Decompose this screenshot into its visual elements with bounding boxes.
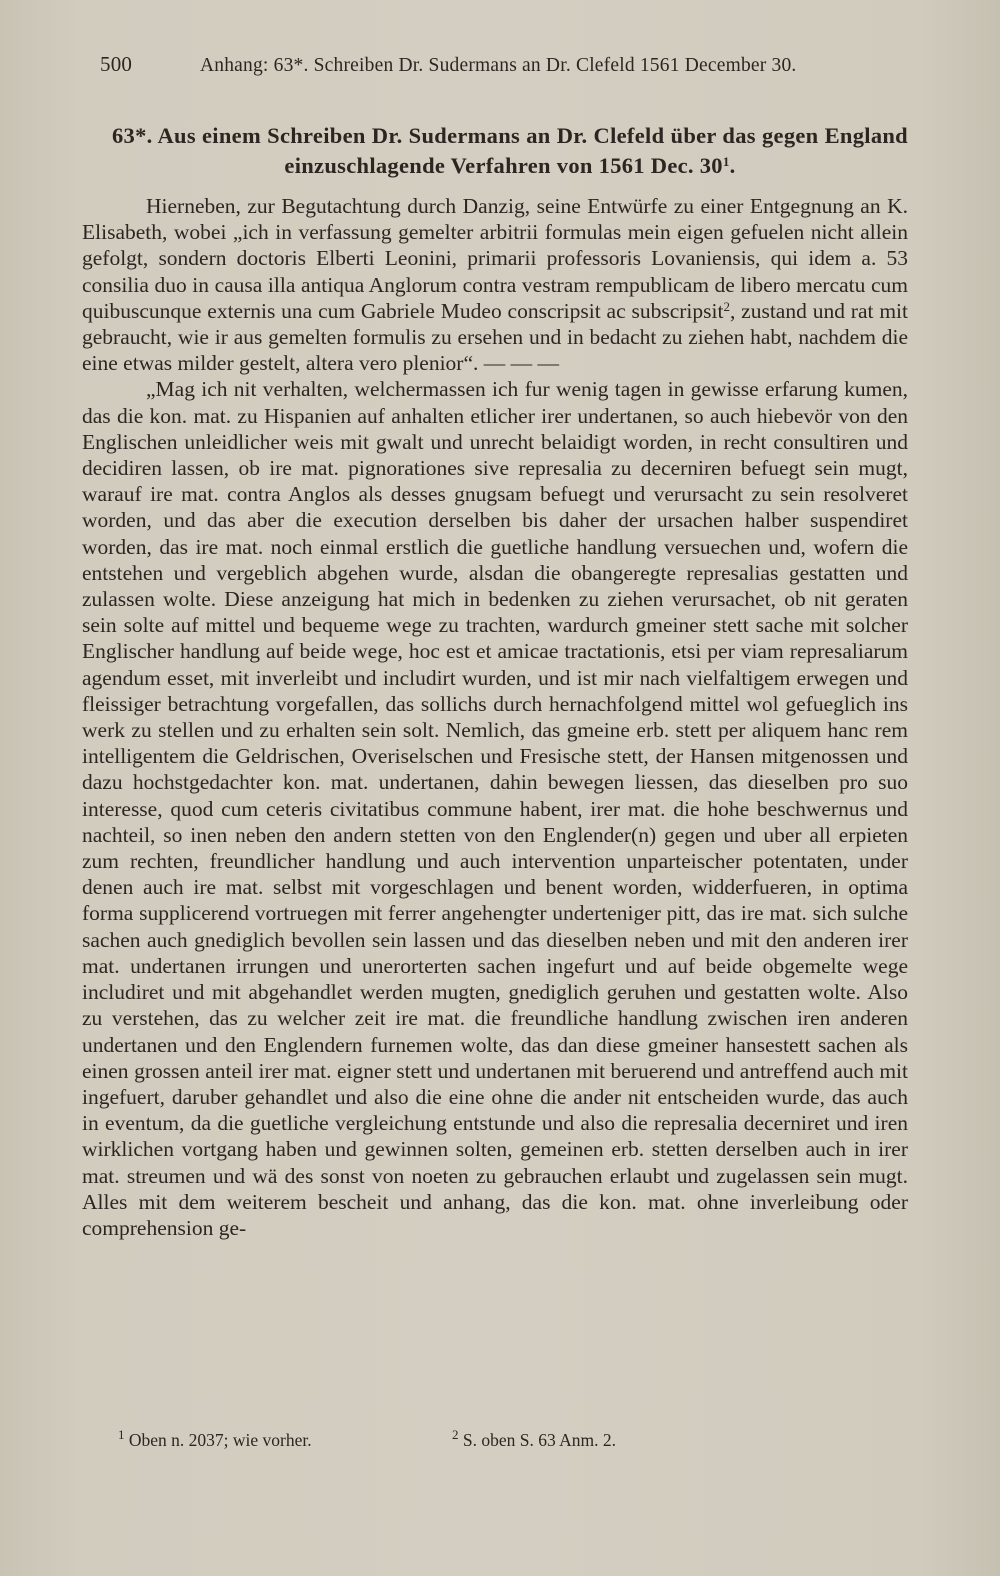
running-header (100, 52, 908, 77)
paragraph-summary-text: Hierneben, zur Begutachtung durch Danzig, seine Entwürfe zu einer Entgegnung an K. Elisabeth, wobei „ich in verfassung gemelter arbitrii formulas mein eigen gefuelen nicht allein gefolgt, sondern doctoris Elberti Leonini, primarii professoris Lovaniensis, qui idem a. 53 consilia duo in causa illa antiqua Anglorum contra vestram rempublicam de libero mercatu cum quibuscunque externis una cum Gabriele Mudeo conscripsit ac subscripsit (82, 194, 908, 323)
footnote-ref-1: 1 (722, 154, 730, 169)
footnote-2-number: 2 (452, 1427, 459, 1442)
paragraph-summary-text-cont: , zustand und rat mit gebraucht, wie ir aus gemelten formulis zu ersehen und in bedacht zu ziehen habt, nachdem die eine etwas milder gestelt, altera vero plenior“. — — — (82, 298, 908, 376)
page-number: 500 (100, 52, 133, 76)
footnote-2 (452, 1427, 617, 1451)
section-number: 63*. (112, 123, 153, 148)
footnote-ref-2: 2 (723, 298, 730, 314)
paragraph-summary (82, 193, 908, 376)
body-text (82, 193, 908, 1241)
footnotes (118, 1427, 617, 1451)
section-title-end: . (729, 153, 736, 178)
footnote-2-text: S. oben S. 63 Anm. 2. (462, 1430, 617, 1450)
footnote-1 (118, 1427, 452, 1451)
running-title: Anhang: 63*. Schreiben Dr. Sudermans an Dr. Clefeld 1561 December 30. (200, 55, 797, 76)
section-heading (112, 121, 908, 181)
section-title: Aus einem Schreiben Dr. Sudermans an Dr. Clefeld über das gegen England einzuschlagende Verfahren von 1561 Dec. 30 (157, 123, 908, 178)
footnote-1-number: 1 (118, 1427, 125, 1442)
footnote-1-text: Oben n. 2037; wie vorher. (128, 1430, 312, 1450)
paragraph-quotation: „Mag ich nit verhalten, welchermassen ich fur wenig tagen in gewisse erfarung kumen, das die kon. mat. zu Hispanien auf anhalten etlicher irer undertanen, so auch hiebevör von den Englischen unleidlicher weis mit gwalt und unrecht belaidigt worden, in recht consultiren und decidiren lassen, ob ire mat. pignorationes sive represalia zu decerniren befuegt sein mugt, warauf ire mat. contra Anglos als desses gnugsam befuegt und verursacht zu sein resolveret worden, und das aber die execution derselben bis daher der ursachen halber suspendiret worden, das ire mat. noch einmal erstlich die guetliche handlung versuechen und, wofern die entstehen und vergeblich abgehen wurde, alsdan die obangeregte represalias gestatten und zulassen wolte. Diese anzeigung hat mich in bedenken zu ziehen verursachet, ob nit geraten sein solte auf mittel und bequeme wege zu trachten, wardurch gmeiner stett sache mit solcher Englischer handlung auf beide wege, hoc est et amicae tractationis, etsi per viam represaliarum agendum esset, mit inverleibt und includirt wurden, und ist mir nach vielfaltigem erwegen und fleissiger betrachtung vorgefallen, das sollichs durch hernachfolgend mittel wol gefueglich ins werk zu stellen und zu erhalten sein solt. Nemlich, das gmeine erb. stett per aliquem hanc rem intelligentem die Geldrischen, Overiselschen und Fresische stett, der Hansen mitgenossen und dazu hochstgedachter kon. mat. undertanen, dahin bewegen liessen, das dieselben pro suo interesse, quod cum ceteris civitatibus commune habent, irer mat. die hohe beschwernus und nachteil, so inen neben den andern stetten von den Englender(n) gegen und uber all erpieten zum rechten, freundlicher handlung und auch intervention unparteischer potentaten, under denen auch ire mat. selbst mit vorgeschlagen und benent worden, widderfueren, in optima forma supplicerend vortruegen mit ferrer angehengter underteniger pitt, das ire mat. sich sulche sachen auch gnediglich bevollen sein lassen und das dieselben neben und mit den anderen irer mat. undertanen irrungen und unerorterten sachen ingefurt und auf beide obgemelte wege includiret und mit abgehandlet werden mugten, gnediglich geruhen und gestatten wolte. Also zu verstehen, das zu welcher zeit ire mat. die freundliche handlung zwischen iren anderen undertanen und den Englendern furnemen wolte, das dan diese gmeiner hansestett sachen als einen grossen anteil irer mat. eigner stett und undertanen mit beruerend und antreffend auch mit ingefuert, daruber gehandlet und also die eine ohne die ander nit entscheiden wurde, das auch in eventum, da die guetliche vergleichung entstunde und also die represalia decerniret und iren wirklichen vortgang haben und gewinnen solten, gemeinen erb. stetten derselben auch in irer mat. streumen und wä des sonst von noeten zu gebrauchen erlaubt und zugelassen sein mugt. Alles mit dem weiterem bescheit und anhang, das die kon. mat. ohne inverleibung oder comprehension ge- (82, 377, 908, 1240)
